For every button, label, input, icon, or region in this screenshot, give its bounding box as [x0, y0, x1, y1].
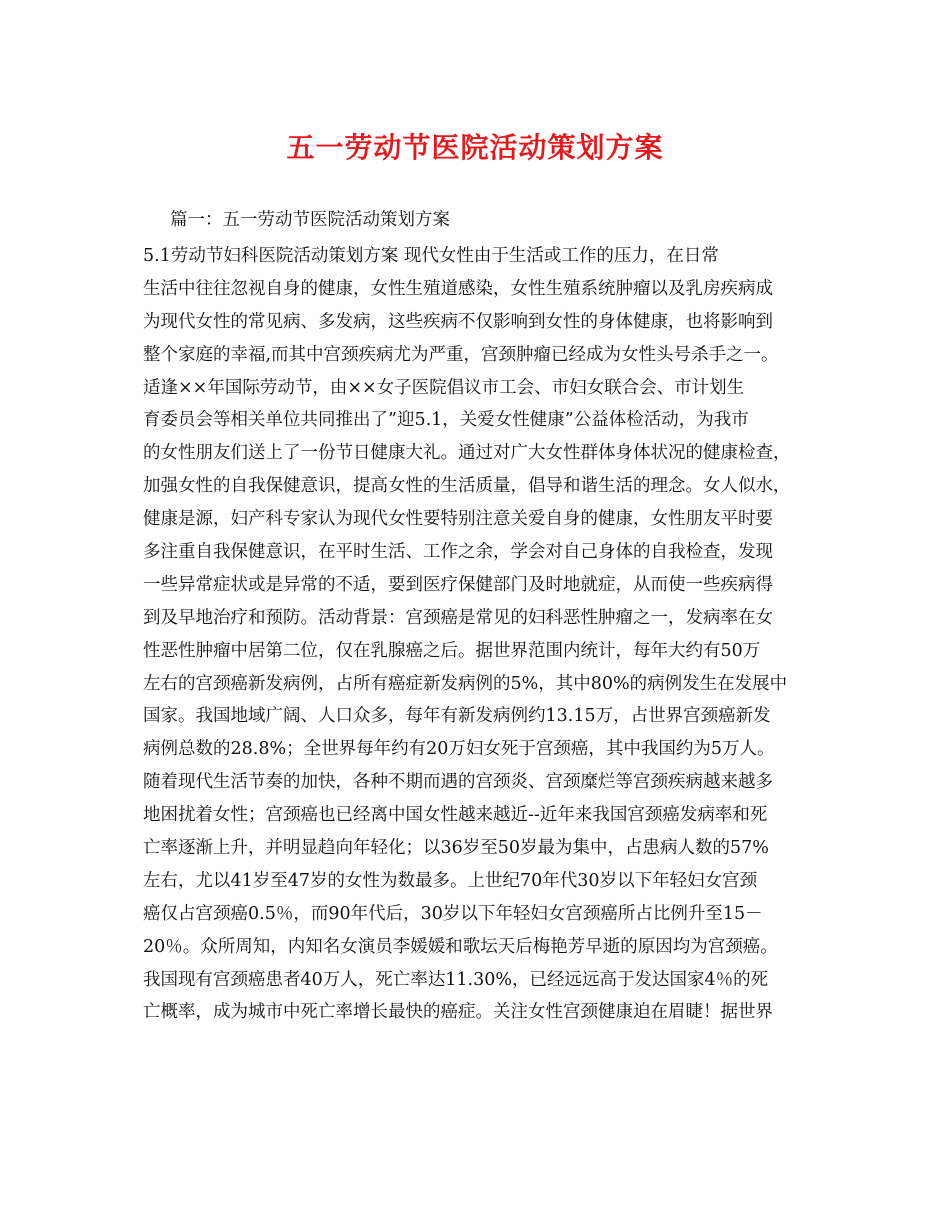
section-heading: 篇一：五一劳动节医院活动策划方案	[170, 210, 450, 230]
document-title: 五一劳动节医院活动策划方案	[286, 131, 664, 164]
body-line: 适逢××年国际劳动节，由××女子医院倡议市工会、市妇女联合会、市计划生	[143, 377, 745, 398]
body-line: 我国现有宫颈癌患者40万人，死亡率达11.30%，已经远远高于发达国家4％的死	[143, 969, 769, 990]
body-line: 地困扰着女性；宫颈癌也已经离中国女性越来越近--近年来我国宫颈癌发病率和死	[143, 805, 768, 826]
body-line: 健康是源，妇产科专家认为现代女性要特别注意关爱自身的健康，女性朋友平时要	[143, 509, 773, 530]
body-line: 一些异常症状或是异常的不适，要到医疗保健部门及时地就症，从而使一些疾病得	[143, 574, 773, 595]
body-line: 癌仅占宫颈癌0.5％，而90年代后，30岁以下年轻妇女宫颈癌所占比例升至15－	[143, 903, 763, 924]
body-line: 病例总数的28.8%；全世界每年约有20万妇女死于宫颈癌，其中我国约为5万人。	[143, 739, 775, 760]
body-line: 到及早地治疗和预防。活动背景：宫颈癌是常见的妇科恶性肿瘤之一，发病率在女	[143, 607, 773, 628]
body-line: 为现代女性的常见病、多发病，这些疾病不仅影响到女性的身体健康，也将影响到	[143, 311, 773, 332]
body-line: 育委员会等相关单位共同推出了”迎5.1，关爱女性健康”公益体检活动，为我市	[143, 410, 749, 431]
body-line: 多注重自我保健意识，在平时生活、工作之余，学会对自己身体的自我检查，发现	[143, 542, 773, 563]
body-line: 国家。我国地域广阔、人口众多，每年有新发病例约13.15万，占世界宫颈癌新发	[143, 706, 771, 727]
body-line: 加强女性的自我保健意识，提高女性的生活质量，倡导和谐生活的理念。女人似水，	[143, 476, 791, 497]
body-line: 左右，尤以41岁至47岁的女性为数最多。上世纪70年代30岁以下年轻妇女宫颈	[143, 870, 758, 891]
body-line: 5.1劳动节妇科医院活动策划方案 现代女性由于生活或工作的压力，在日常	[143, 246, 719, 266]
body-text	[143, 240, 833, 1029]
body-line: 亡率逐渐上升，并明显趋向年轻化；以36岁至50岁最为集中，占患病人数的57%	[143, 838, 769, 859]
body-line: 亡概率，成为城市中死亡率增长最快的癌症。关注女性宫颈健康迫在眉睫！据世界	[143, 1002, 773, 1023]
body-line: 随着现代生活节奏的加快，各种不期而遇的宫颈炎、宫颈糜烂等宫颈疾病越来越多	[143, 772, 773, 793]
body-line: 20％。众所周知，内知名女演员李媛媛和歌坛天后梅艳芳早逝的原因均为宫颈癌。	[143, 936, 778, 957]
body-line: 性恶性肿瘤中居第二位，仅在乳腺癌之后。据世界范围内统计，每年大约有50万	[143, 640, 761, 661]
body-line: 的女性朋友们送上了一份节日健康大礼。通过对广大女性群体身体状况的健康检查，	[143, 443, 791, 464]
body-line: 整个家庭的幸福,而其中宫颈疾病尤为严重，宫颈肿瘤已经成为女性头号杀手之一。	[143, 344, 779, 365]
body-line: 生活中往往忽视自身的健康，女性生殖道感染，女性生殖系统肿瘤以及乳房疾病成	[143, 278, 773, 299]
body-line: 左右的宫颈癌新发病例，占所有癌症新发病例的5%，其中80%的病例发生在发展中	[143, 673, 788, 694]
